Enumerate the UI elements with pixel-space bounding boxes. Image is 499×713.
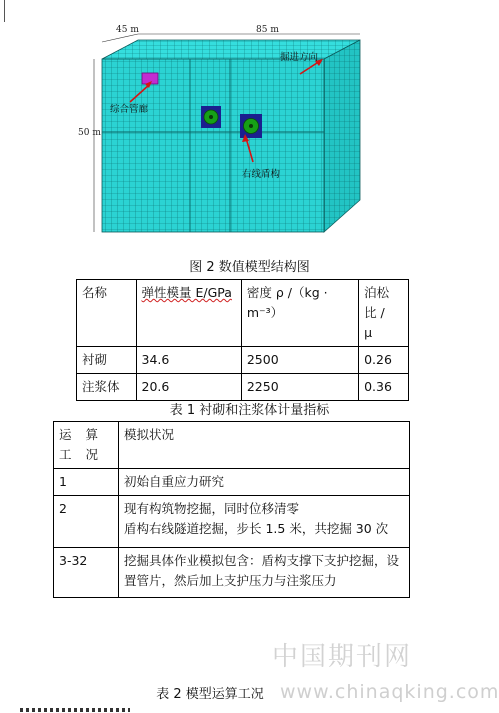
table-row <box>77 280 409 347</box>
table-cell: 注浆体 <box>77 374 137 401</box>
desc-line: 盾构右线隧道挖掘，步长 1.5 米，共挖掘 30 次 <box>124 521 389 536</box>
table-row <box>77 374 409 401</box>
table-cell: 20.6 <box>136 374 241 401</box>
table-cell: 2500 <box>241 347 358 374</box>
figure-caption: 图 2 数值模型结构图 <box>189 260 310 275</box>
table-cell: 0.36 <box>359 374 409 401</box>
tunnel-marker-1 <box>201 106 221 128</box>
bottom-text-fragment <box>20 708 130 712</box>
modulus-header: 弹性模量 E/GPa <box>141 285 232 300</box>
material-table <box>76 279 409 401</box>
table-cell: 34.6 <box>136 347 241 374</box>
table-header-cell: 密度 ρ /（kg · m⁻³） <box>241 280 358 347</box>
dim-height: 50 m <box>78 128 101 138</box>
table-header-cell: 运 算 工 况 <box>54 422 119 469</box>
table-row <box>77 347 409 374</box>
table-header-cell: 名称 <box>77 280 137 347</box>
table-cell <box>119 469 410 496</box>
table-cell: 3-32 <box>54 548 119 598</box>
tunnel-marker-2 <box>240 114 262 138</box>
table-header-cell <box>359 280 409 347</box>
table2-caption: 表 2 模型运算工况 <box>156 687 264 702</box>
mesh-front-face <box>102 59 324 232</box>
table1-caption: 表 1 衬砌和注浆体计量指标 <box>169 403 330 418</box>
desc-line: 挖掘具体作业模拟包含：盾构支撑下支护挖掘，设置管片，然后加上支护压力与注浆压力 <box>124 553 400 588</box>
table-cell: 0.26 <box>359 347 409 374</box>
poisson-header: 泊松 比 / <box>364 285 390 320</box>
label-direction: 掘进方向 <box>280 52 319 63</box>
table-header-cell <box>136 280 241 347</box>
watermark-url: www.chinaqking.com <box>280 681 499 703</box>
desc-line: 现有构筑物挖掘，同时位移清零 <box>124 501 300 516</box>
dim-right-width: 85 m <box>256 25 279 35</box>
table-row <box>54 422 410 469</box>
table-row <box>54 496 410 548</box>
table-row <box>54 548 410 598</box>
page-edge-mark <box>4 0 5 22</box>
mesh-side-face <box>324 40 360 232</box>
label-tunnel: 右线盾构 <box>242 169 281 180</box>
desc-line: 初始自重应力研究 <box>124 474 225 489</box>
label-grouting: 综合管廊 <box>110 104 149 115</box>
table-cell: 2250 <box>241 374 358 401</box>
table-cell <box>119 496 410 548</box>
watermark-cn: 中国期刊网 <box>272 642 413 672</box>
table-cell <box>119 548 410 598</box>
mesh-model-figure <box>70 14 425 246</box>
mesh-top-face <box>102 40 360 59</box>
table-cell: 1 <box>54 469 119 496</box>
table-cell: 2 <box>54 496 119 548</box>
table-header-cell: 模拟状况 <box>119 422 410 469</box>
table-row <box>54 469 410 496</box>
table-cell: 衬砌 <box>77 347 137 374</box>
poisson-symbol: μ <box>364 325 373 340</box>
simulation-table <box>53 421 410 598</box>
dim-left-width: 45 m <box>116 25 139 35</box>
